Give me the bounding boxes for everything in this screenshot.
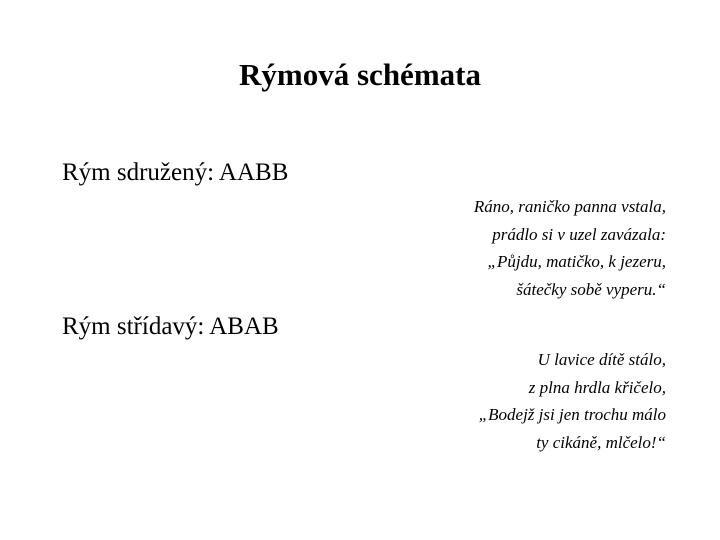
poem-line: šátečky sobě vyperu.“ bbox=[516, 279, 666, 299]
poem-line: prádlo si v uzel zavázala: bbox=[492, 224, 666, 244]
poem-line: „Bodejž jsi jen trochu málo bbox=[478, 405, 666, 425]
section-heading-alternating-rhyme: Rým střídavý: ABAB bbox=[62, 313, 279, 340]
poem-line: z plna hrdla křičelo, bbox=[528, 377, 666, 397]
poem-line: Ráno, raničko panna vstala, bbox=[473, 197, 666, 216]
slide-title: Rýmová schémata bbox=[239, 57, 481, 92]
section-heading-paired-rhyme: Rým sdružený: AABB bbox=[62, 159, 289, 186]
poem-line: U lavice dítě stálo, bbox=[537, 350, 666, 369]
poem-excerpt-alternating-rhyme bbox=[479, 346, 666, 456]
poem-line: ty cikáně, mlčelo!“ bbox=[536, 432, 666, 452]
poem-line: „Půjdu, matičko, k jezeru, bbox=[487, 252, 666, 272]
poem-excerpt-paired-rhyme bbox=[474, 193, 666, 303]
